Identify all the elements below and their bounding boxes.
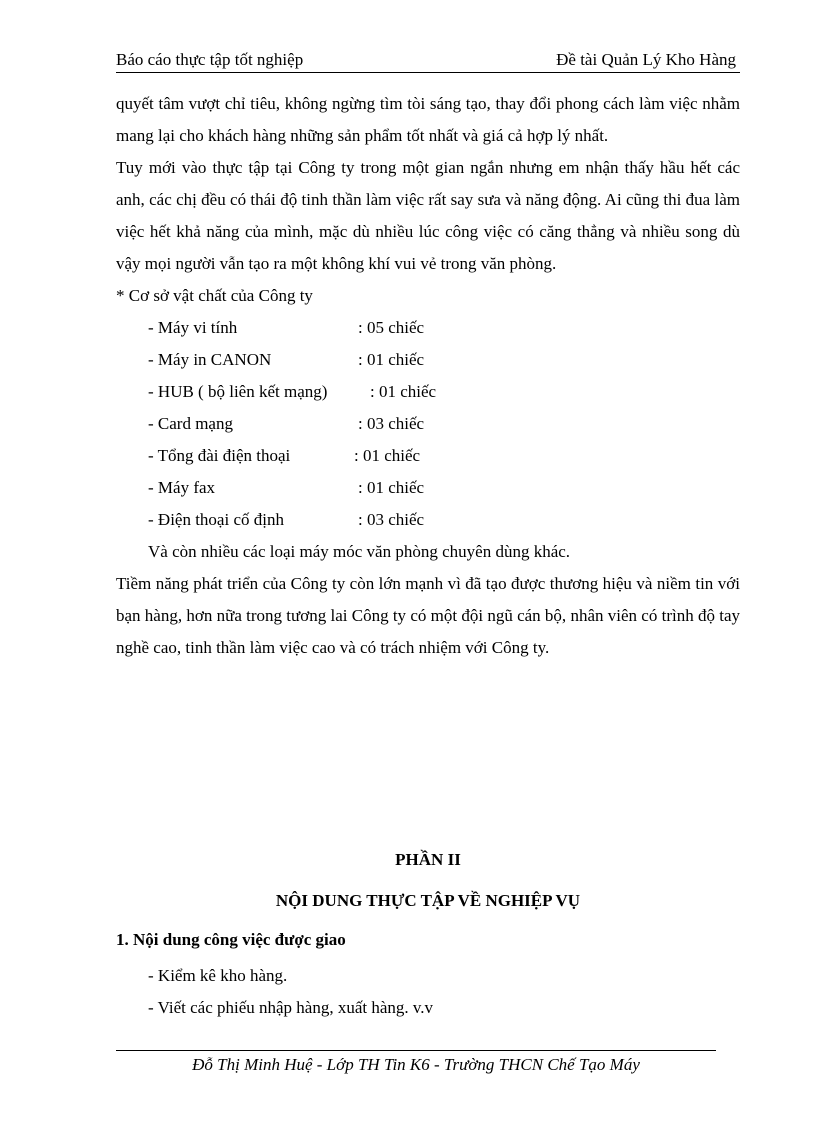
header-report-title: Báo cáo thực tập tốt nghiệp: [116, 50, 304, 69]
equipment-name: - Card mạng: [148, 414, 233, 433]
equipment-item: [116, 408, 740, 440]
task-item: - Viết các phiếu nhập hàng, xuất hàng. v.v: [148, 998, 434, 1017]
equipment-item: [116, 504, 740, 536]
page-footer: Đỗ Thị Minh Huệ - Lớp TH Tin K6 - Trường THCN Chế Tạo Máy: [116, 1050, 716, 1075]
equipment-quantity: : 01 chiếc: [354, 446, 421, 465]
task-item: - Kiểm kê kho hàng.: [148, 966, 288, 985]
paragraph-internship: Tuy mới vào thực tập tại Công ty trong một gian ngắn nhưng em nhận thấy hầu hết các anh, các chị đều có thái độ tinh thần làm việc rất say sưa và năng động. Ai cũng thi đua làm việc hết khả năng của mình, mặc dù nhiều lúc công việc có căng thẳng và nhiều song dù vậy mọi người vẫn tạo ra một không khí vui vẻ trong văn phòng.: [116, 158, 740, 273]
equipment-quantity: : 01 chiếc: [358, 478, 425, 497]
equipment-item: [116, 472, 740, 504]
section-heading: 1. Nội dung công việc được giao: [116, 930, 346, 949]
page-header: [116, 50, 740, 73]
equipment-name: - Máy fax: [148, 478, 216, 497]
equipment-name: - Tổng đài điện thoại: [148, 446, 291, 465]
equipment-note: Và còn nhiều các loại máy móc văn phòng chuyên dùng khác.: [148, 542, 571, 561]
equipment-item: [116, 376, 740, 408]
equipment-item: [116, 344, 740, 376]
equipment-quantity: : 03 chiếc: [358, 510, 425, 529]
equipment-quantity: : 01 chiếc: [370, 382, 437, 401]
part-subtitle: NỘI DUNG THỰC TẬP VỀ NGHIỆP VỤ: [275, 891, 581, 910]
task-list: [116, 960, 740, 1024]
equipment-quantity: : 03 chiếc: [358, 414, 425, 433]
equipment-name: - HUB ( bộ liên kết mạng): [148, 382, 328, 401]
equipment-quantity: : 05 chiếc: [358, 318, 425, 337]
paragraph-commitment: quyết tâm vượt chỉ tiêu, không ngừng tìm tòi sáng tạo, thay đổi phong cách làm việc nhằm mang lại cho khách hàng những sản phẩm tốt nhất và giá cả hợp lý nhất.: [116, 94, 740, 145]
main-content: [116, 88, 740, 664]
equipment-name: - Máy vi tính: [148, 318, 238, 337]
equipment-quantity: : 01 chiếc: [358, 350, 425, 369]
equipment-item: [116, 312, 740, 344]
equipment-name: - Điện thoại cố định: [148, 510, 284, 529]
header-topic-title: Đề tài Quản Lý Kho Hàng: [556, 50, 736, 69]
equipment-item: [116, 440, 740, 472]
part-title: PHẦN II: [395, 850, 461, 869]
equipment-list: [116, 312, 740, 536]
equipment-name: - Máy in CANON: [148, 350, 272, 369]
paragraph-potential: Tiềm năng phát triển của Công ty còn lớn mạnh vì đã tạo được thương hiệu và niềm tin với bạn hàng, hơn nữa trong tương lai Công ty có một đội ngũ cán bộ, nhân viên có trình độ tay nghề cao, tinh thần làm việc cao và có trách nhiệm với Công ty.: [116, 574, 740, 657]
facilities-heading: * Cơ sở vật chất của Công ty: [116, 286, 313, 305]
